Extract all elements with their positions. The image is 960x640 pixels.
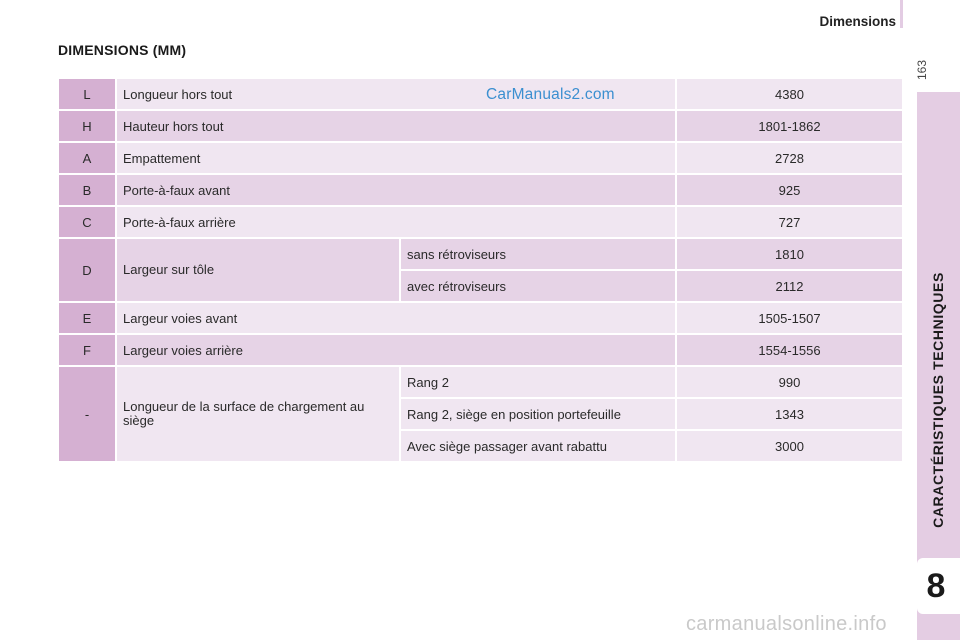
dimension-value: 1505-1507 xyxy=(676,302,903,334)
dimension-sublabel: Avec siège passager avant rabattu xyxy=(400,430,676,462)
dimension-value: 4380 xyxy=(676,78,903,110)
dimension-value: 727 xyxy=(676,206,903,238)
dimension-label: Porte-à-faux arrière xyxy=(116,206,676,238)
dimension-sublabel: Rang 2, siège en position portefeuille xyxy=(400,398,676,430)
dimension-code: F xyxy=(58,334,116,366)
dimension-value: 1554-1556 xyxy=(676,334,903,366)
dimension-code: E xyxy=(58,302,116,334)
dimension-value: 2112 xyxy=(676,270,903,302)
dimension-value: 1810 xyxy=(676,238,903,270)
dimension-label: Empattement xyxy=(116,142,676,174)
dimension-code: C xyxy=(58,206,116,238)
table-row xyxy=(58,334,903,366)
section-title: DIMENSIONS (MM) xyxy=(58,42,187,58)
dimension-code: - xyxy=(58,366,116,462)
dimension-label: Longueur hors tout xyxy=(116,78,676,110)
dimension-sublabel: sans rétroviseurs xyxy=(400,238,676,270)
table-row xyxy=(58,78,903,110)
watermark-carmanualsonline: carmanualsonline.info xyxy=(686,613,887,635)
dimension-value: 925 xyxy=(676,174,903,206)
dimension-code: L xyxy=(58,78,116,110)
dimension-label: Largeur voies avant xyxy=(116,302,676,334)
header-divider xyxy=(900,0,903,28)
table-row xyxy=(58,238,903,270)
dimension-code: B xyxy=(58,174,116,206)
dimension-value: 2728 xyxy=(676,142,903,174)
chapter-number: 8 xyxy=(926,567,946,605)
dimension-value: 3000 xyxy=(676,430,903,462)
dimension-value: 1801-1862 xyxy=(676,110,903,142)
chapter-title: CARACTÉRISTIQUES TECHNIQUES xyxy=(930,272,946,528)
dimension-sublabel: Rang 2 xyxy=(400,366,676,398)
table-row xyxy=(58,174,903,206)
table-row xyxy=(58,142,903,174)
watermark-carmanuals2: CarManuals2.com xyxy=(486,86,615,103)
dimension-code: A xyxy=(58,142,116,174)
dimension-label: Porte-à-faux avant xyxy=(116,174,676,206)
dimension-sublabel: avec rétroviseurs xyxy=(400,270,676,302)
dimension-label xyxy=(116,366,400,462)
dimensions-table xyxy=(57,77,904,463)
dimension-label: Largeur sur tôle xyxy=(116,238,400,302)
dimension-code: H xyxy=(58,110,116,142)
table-row xyxy=(58,110,903,142)
dimension-label: Hauteur hors tout xyxy=(116,110,676,142)
dimension-code: D xyxy=(58,238,116,302)
dimension-value: 990 xyxy=(676,366,903,398)
dimension-label-text: Longueur de la surface de chargement au siège xyxy=(123,399,365,428)
dimension-label: Largeur voies arrière xyxy=(116,334,676,366)
dimension-value: 1343 xyxy=(676,398,903,430)
table-row xyxy=(58,206,903,238)
table-row xyxy=(58,366,903,398)
running-header: Dimensions xyxy=(819,14,896,29)
table-row xyxy=(58,302,903,334)
page-number: 163 xyxy=(915,59,929,81)
